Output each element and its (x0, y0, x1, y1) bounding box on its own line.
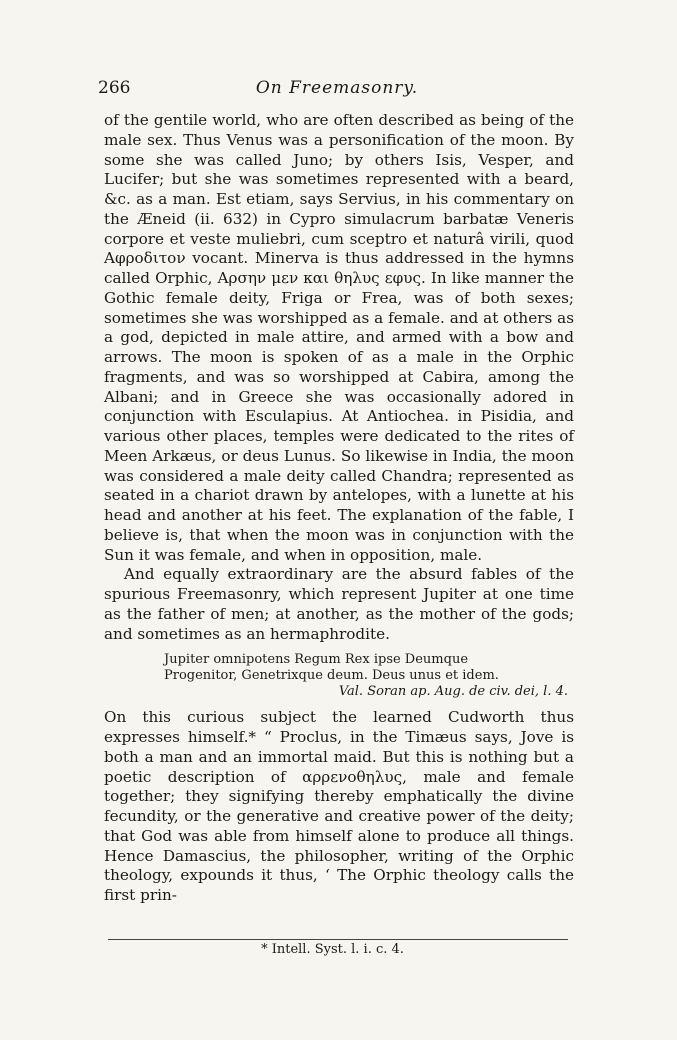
body-text (104, 111, 574, 906)
footnote-rule (108, 939, 568, 940)
footnote-text: * Intell. Syst. l. i. c. 4. (261, 942, 404, 957)
paragraph-2: And equally extraordinary are the absurd fables of the spurious Freemasonry, which represent Jupiter at one time as the father of men; at another, as the mother of the gods; and sometimes as an hermaphrodite. (104, 565, 574, 643)
paragraph-1: of the gentile world, who are often described as being of the male sex. Thus Venus was a personification of the moon. By some she was called Juno; by others Isis, Vesper, and Lucifer; but she was sometimes represented with a beard, &c. as a man. Est etiam, says Servius, in his commentary on the Æneid (ii. 632) in Cypro simulacrum barbatæ Veneris corpore et veste muliebri, cum sceptro et naturâ virili, quod Αφροδιτον vocant. Minerva is thus addressed in the hymns called Orphic, Αρσην μεν και θηλυς εφυς. In like manner the Gothic female deity, Friga or Frea, was of both sexes; sometimes she was worshipped as a female. and at others as a god, depicted in male attire, and armed with a bow and arrows. The moon is spoken of as a male in the Orphic fragments, and was so worshipped at Cabira, among the Albani; and in Greece she was occasionally adored in conjunction with Esculapius. At Antiochea. in Pisidia, and various other places, temples were dedicated to the rites of Meen Arkæus, or deus Lunus. So likewise in India, the moon was considered a male deity called Chandra; represented as seated in a chariot drawn by antelopes, with a lunette at his head and another at his feet. The explanation of the fable, I believe is, that when the moon was in conjunction with the Sun it was female, and when in opposition, male. (104, 111, 574, 564)
footnote (0, 942, 677, 957)
paragraph-3: On this curious subject the learned Cudworth thus expresses himself.* “ Proclus, in the Timæus says, Jove is both a man and an immortal maid. But this is nothing but a poetic description of αρρενοθηλυς, male and female together; they signifying thereby emphatically the divine fecundity, or the generative and creative power of the deity; that God was able from himself alone to produce all things. Hence Damascius, the philosopher, writing of the Orphic theology, expounds it thus, ‘ The Orphic theology calls the first prin- (104, 708, 574, 904)
quote-line-2: Progenitor, Genetrixque deum. Deus unus et idem. (164, 668, 499, 684)
page-header (98, 78, 576, 102)
running-title: On Freemasonry. (255, 78, 419, 98)
page-number: 266 (98, 78, 131, 98)
quote-source: Val. Soran ap. Aug. de civ. dei, l. 4. (338, 684, 568, 700)
quote-line-1: Jupiter omnipotens Regum Rex ipse Deumque (164, 652, 469, 668)
latin-quote (164, 652, 574, 700)
